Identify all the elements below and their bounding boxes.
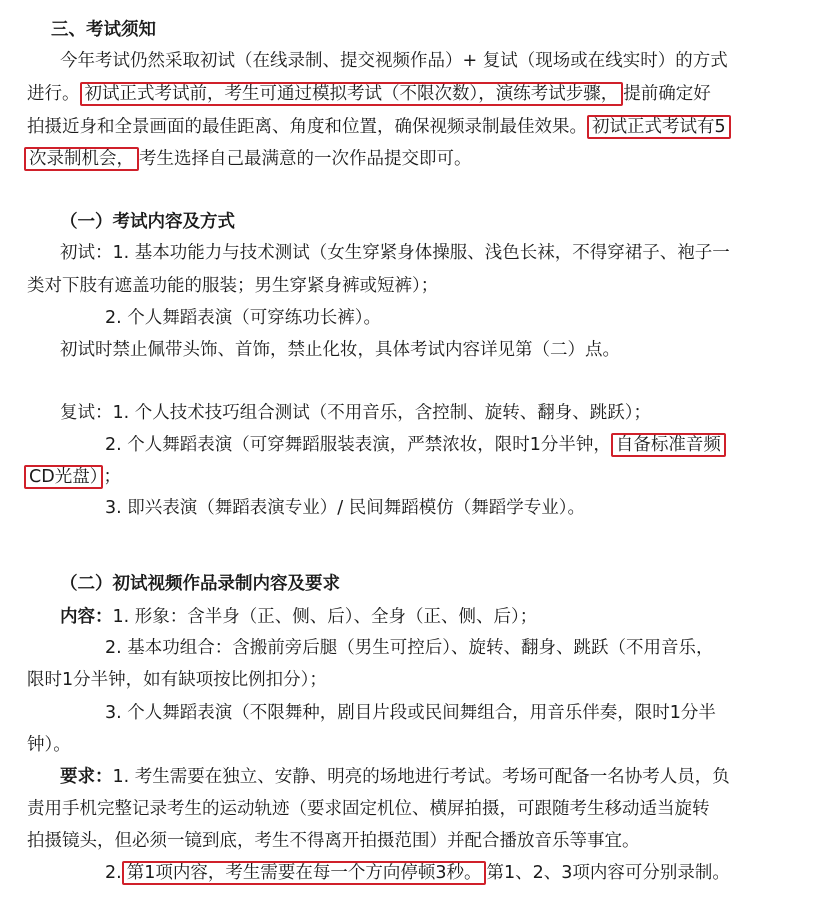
requirements-line-4: 2. 第1项内容，考生需要在每一个方向停顿3秒。 第1、2、3项内容可分别录制。 bbox=[105, 863, 730, 883]
part2-title: （二）初试视频作品录制内容及要求 bbox=[60, 574, 340, 594]
content-line-5: 钟）。 bbox=[27, 735, 71, 755]
section-title: 三、考试须知 bbox=[51, 20, 156, 40]
requirements-line-3: 拍摄镜头，但必须一镜到底，考生不得离开拍摄范围）并配合播放音乐等事宜。 bbox=[27, 831, 640, 851]
prelim-line-3: 2. 个人舞蹈表演（可穿练功长裤）。 bbox=[105, 308, 382, 328]
requirements-line-1: 要求：1. 考生需要在独立、安静、明亮的场地进行考试。考场可配备一名协考人员，负 bbox=[60, 767, 730, 787]
content-line-1: 内容：1. 形象：含半身（正、侧、后）、全身（正、侧、后）； bbox=[60, 607, 538, 627]
intro-line-4: 次录制机会， 考生选择自己最满意的一次作品提交即可。 bbox=[24, 143, 472, 175]
content-line-2: 2. 基本功组合：含搬前旁后腿（男生可控后）、旋转、翻身、跳跃（不用音乐， bbox=[105, 638, 714, 658]
prelim-line-2: 类对下肢有遮盖功能的服装；男生穿紧身裤或短裤）； bbox=[27, 276, 439, 296]
requirements-label: 要求： bbox=[60, 767, 113, 787]
intro-line-3: 拍摄近身和全景画面的最佳距离、角度和位置，确保视频录制最佳效果。 初试正式考试有5 bbox=[27, 111, 731, 143]
retest-line-1: 复试：1. 个人技术技巧组合测试（不用音乐，含控制、旋转、翻身、跳跃）； bbox=[60, 403, 652, 423]
prelim-line-1: 初试：1. 基本功能力与技术测试（女生穿紧身体操服、浅色长袜，不得穿裙子、袍子一 bbox=[60, 243, 730, 263]
highlight-mock-exam: 初试正式考试前，考生可通过模拟考试（不限次数），演练考试步骤， bbox=[80, 82, 624, 106]
highlight-pause-3s: 第1项内容，考生需要在每一个方向停顿3秒。 bbox=[122, 861, 487, 885]
highlight-cd-audio: 自备标准音频 bbox=[611, 433, 726, 457]
highlight-recording-chances: 初试正式考试有5 bbox=[587, 115, 731, 139]
retest-line-3: CD光盘） ； bbox=[24, 461, 121, 493]
highlight-recording-chances-cont: 次录制机会， bbox=[24, 147, 139, 171]
prelim-line-4: 初试时禁止佩带头饰、首饰，禁止化妆，具体考试内容详见第（二）点。 bbox=[60, 340, 620, 360]
retest-line-4: 3. 即兴表演（舞蹈表演专业）/ 民间舞蹈模仿（舞蹈学专业）。 bbox=[105, 498, 585, 518]
highlight-cd-disc: CD光盘） bbox=[24, 465, 103, 489]
intro-line-2: 进行。 初试正式考试前，考生可通过模拟考试（不限次数），演练考试步骤， 提前确定好 bbox=[27, 84, 711, 104]
requirements-line-2: 责用手机完整记录考生的运动轨迹（要求固定机位、横屏拍摄，可跟随考生移动适当旋转 bbox=[27, 799, 710, 819]
content-label: 内容： bbox=[60, 607, 113, 627]
retest-line-2: 2. 个人舞蹈表演（可穿舞蹈服装表演，严禁浓妆，限时1分半钟， 自备标准音频 bbox=[105, 429, 726, 461]
intro-line-1: 今年考试仍然采取初试（在线录制、提交视频作品）+ 复试（现场或在线实时）的方式 bbox=[60, 51, 728, 71]
content-line-4: 3. 个人舞蹈表演（不限舞种，剧目片段或民间舞组合，用音乐伴奏，限时1分半 bbox=[105, 703, 716, 723]
content-line-3: 限时1分半钟，如有缺项按比例扣分）； bbox=[27, 670, 327, 690]
part1-title: （一）考试内容及方式 bbox=[60, 212, 235, 232]
